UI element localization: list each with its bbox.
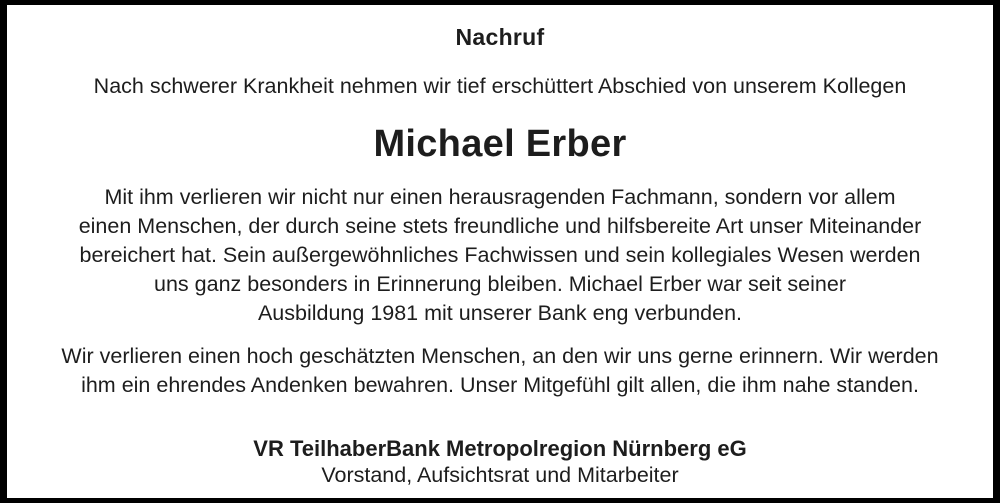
- tribute-line: bereichert hat. Sein außergewöhnliches Fachwissen und sein kollegiales Wesen werden: [79, 243, 921, 267]
- signatories: Vorstand, Aufsichtsrat und Mitarbeiter: [321, 463, 679, 487]
- signature-block: [7, 435, 993, 489]
- obituary-notice: [7, 5, 993, 498]
- tribute-line: einen Menschen, der durch seine stets freundliche und hilfsbereite Art unser Miteinander: [78, 214, 922, 238]
- remembrance-line: Wir verlieren einen hoch geschätzten Menschen, an den wir uns gerne erinnern. Wir werden: [61, 344, 939, 368]
- organization-name: VR TeilhaberBank Metropolregion Nürnberg eG: [253, 436, 747, 461]
- deceased-name: Michael Erber: [373, 123, 627, 165]
- tribute-line: Mit ihm verlieren wir nicht nur einen herausragenden Fachmann, sondern vor allem: [104, 185, 896, 209]
- notice-heading: Nachruf: [455, 24, 545, 50]
- tribute-line: uns ganz besonders in Erinnerung bleiben. Michael Erber war seit seiner: [154, 272, 846, 296]
- remembrance-line: ihm ein ehrendes Andenken bewahren. Unser Mitgefühl gilt allen, die ihm nahe standen.: [81, 373, 919, 397]
- tribute-line: Ausbildung 1981 mit unserer Bank eng verbunden.: [257, 301, 743, 325]
- remembrance-paragraph: [7, 342, 993, 400]
- tribute-paragraph: [7, 183, 993, 328]
- intro-line: Nach schwerer Krankheit nehmen wir tief erschüttert Abschied von unserem Kollegen: [93, 74, 907, 98]
